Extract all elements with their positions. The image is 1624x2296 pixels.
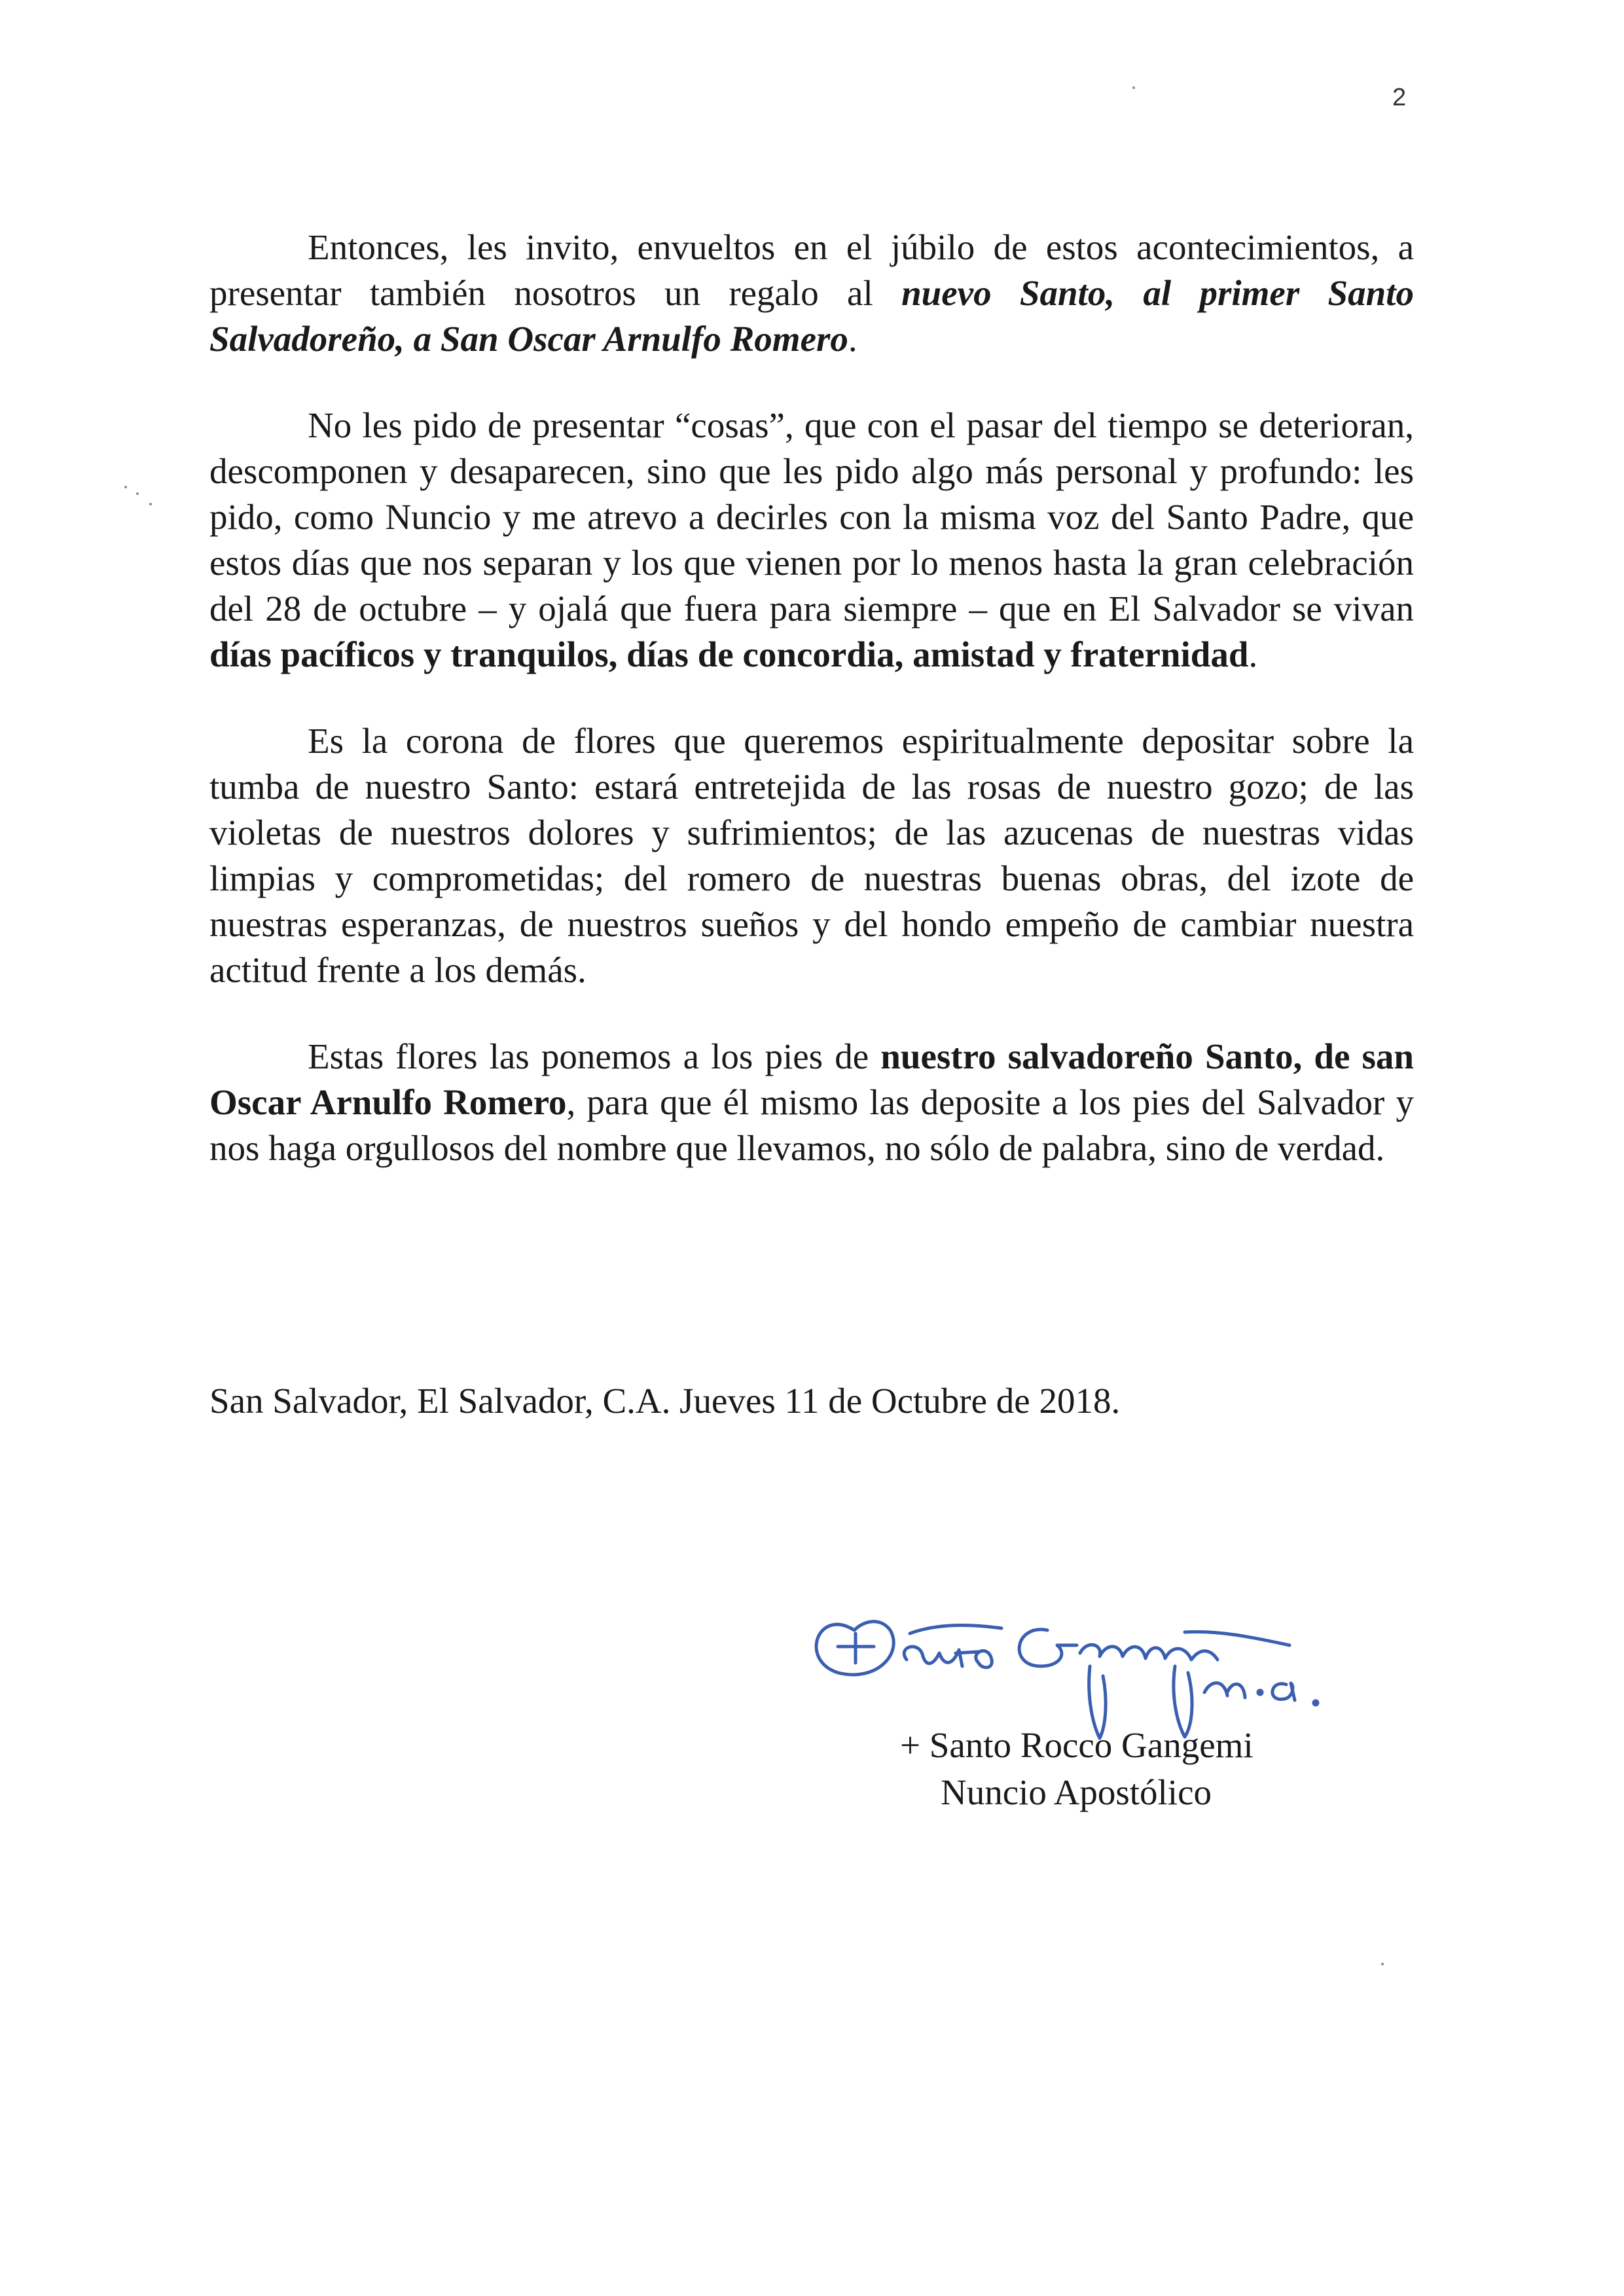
- paragraph-3: [209, 718, 1414, 993]
- paragraph-2-emphasis: días pacíficos y tranquilos, días de concordia, amistad y fraternidad: [209, 634, 1249, 674]
- scan-speck: [124, 486, 127, 488]
- paragraph-2: [209, 403, 1414, 678]
- page-number: 2: [1392, 84, 1407, 111]
- paragraph-2-end: .: [1248, 634, 1258, 674]
- paragraph-4-text: Estas flores las ponemos a los pies de: [308, 1036, 881, 1076]
- paragraph-1: [209, 225, 1414, 362]
- signatory-title: Nuncio Apostólico: [941, 1772, 1212, 1812]
- scan-speck: [149, 503, 152, 505]
- paragraph-3-text: Es la corona de flores que queremos espiritualmente depositar sobre la tumba de nuestro Santo: estará entretejida de las rosas de nuestro gozo; de las violetas de nuestros dolores y sufrimientos; de las azucenas de nuestras vidas limpias y comprometidas; del romero de nuestras buenas obras, del izote de nuestras esperanzas, de nuestros sueños y del hondo empeño de cambiar nuestra actitud frente a los demás.: [209, 721, 1414, 990]
- paragraph-4: [209, 1034, 1414, 1171]
- letter-body: [209, 225, 1414, 1212]
- scan-speck: [1132, 86, 1135, 89]
- signatory-block: [900, 1722, 1254, 1816]
- date-line: San Salvador, El Salvador, C.A. Jueves 11 de Octubre de 2018.: [209, 1381, 1121, 1421]
- paragraph-4-end: , para que él mismo las deposite a los pies del Salvador y nos haga orgullosos del nombre que llevamos, no sólo de palabra, sino de verdad.: [209, 1082, 1414, 1168]
- signatory-name: + Santo Rocco Gangemi: [900, 1725, 1254, 1765]
- scan-speck: [136, 492, 139, 495]
- paragraph-2-text: No les pido de presentar “cosas”, que con el pasar del tiempo se deterioran, descomponen y desaparecen, sino que les pido algo más personal y profundo: les pido, como Nuncio y me atrevo a decirles con la misma voz del Santo Padre, que estos días que nos separan y los que vienen por lo menos hasta la gran celebración del 28 de octubre – y ojalá que fuera para siempre – que en El Salvador se vivan: [209, 405, 1414, 629]
- paragraph-4-emphasis: nuestro salvadoreño Santo, de san Oscar Arnulfo Romero: [209, 1036, 1414, 1122]
- scan-speck: [1381, 1963, 1384, 1965]
- paragraph-1-emphasis: nuevo Santo, al primer Santo Salvadoreño, a San Oscar Arnulfo Romero: [209, 273, 1415, 359]
- paragraph-1-end: .: [848, 319, 857, 359]
- paragraph-1-text: Entonces, les invito, envueltos en el júbilo de estos acontecimientos, a presentar también nosotros un regalo al: [209, 227, 1414, 313]
